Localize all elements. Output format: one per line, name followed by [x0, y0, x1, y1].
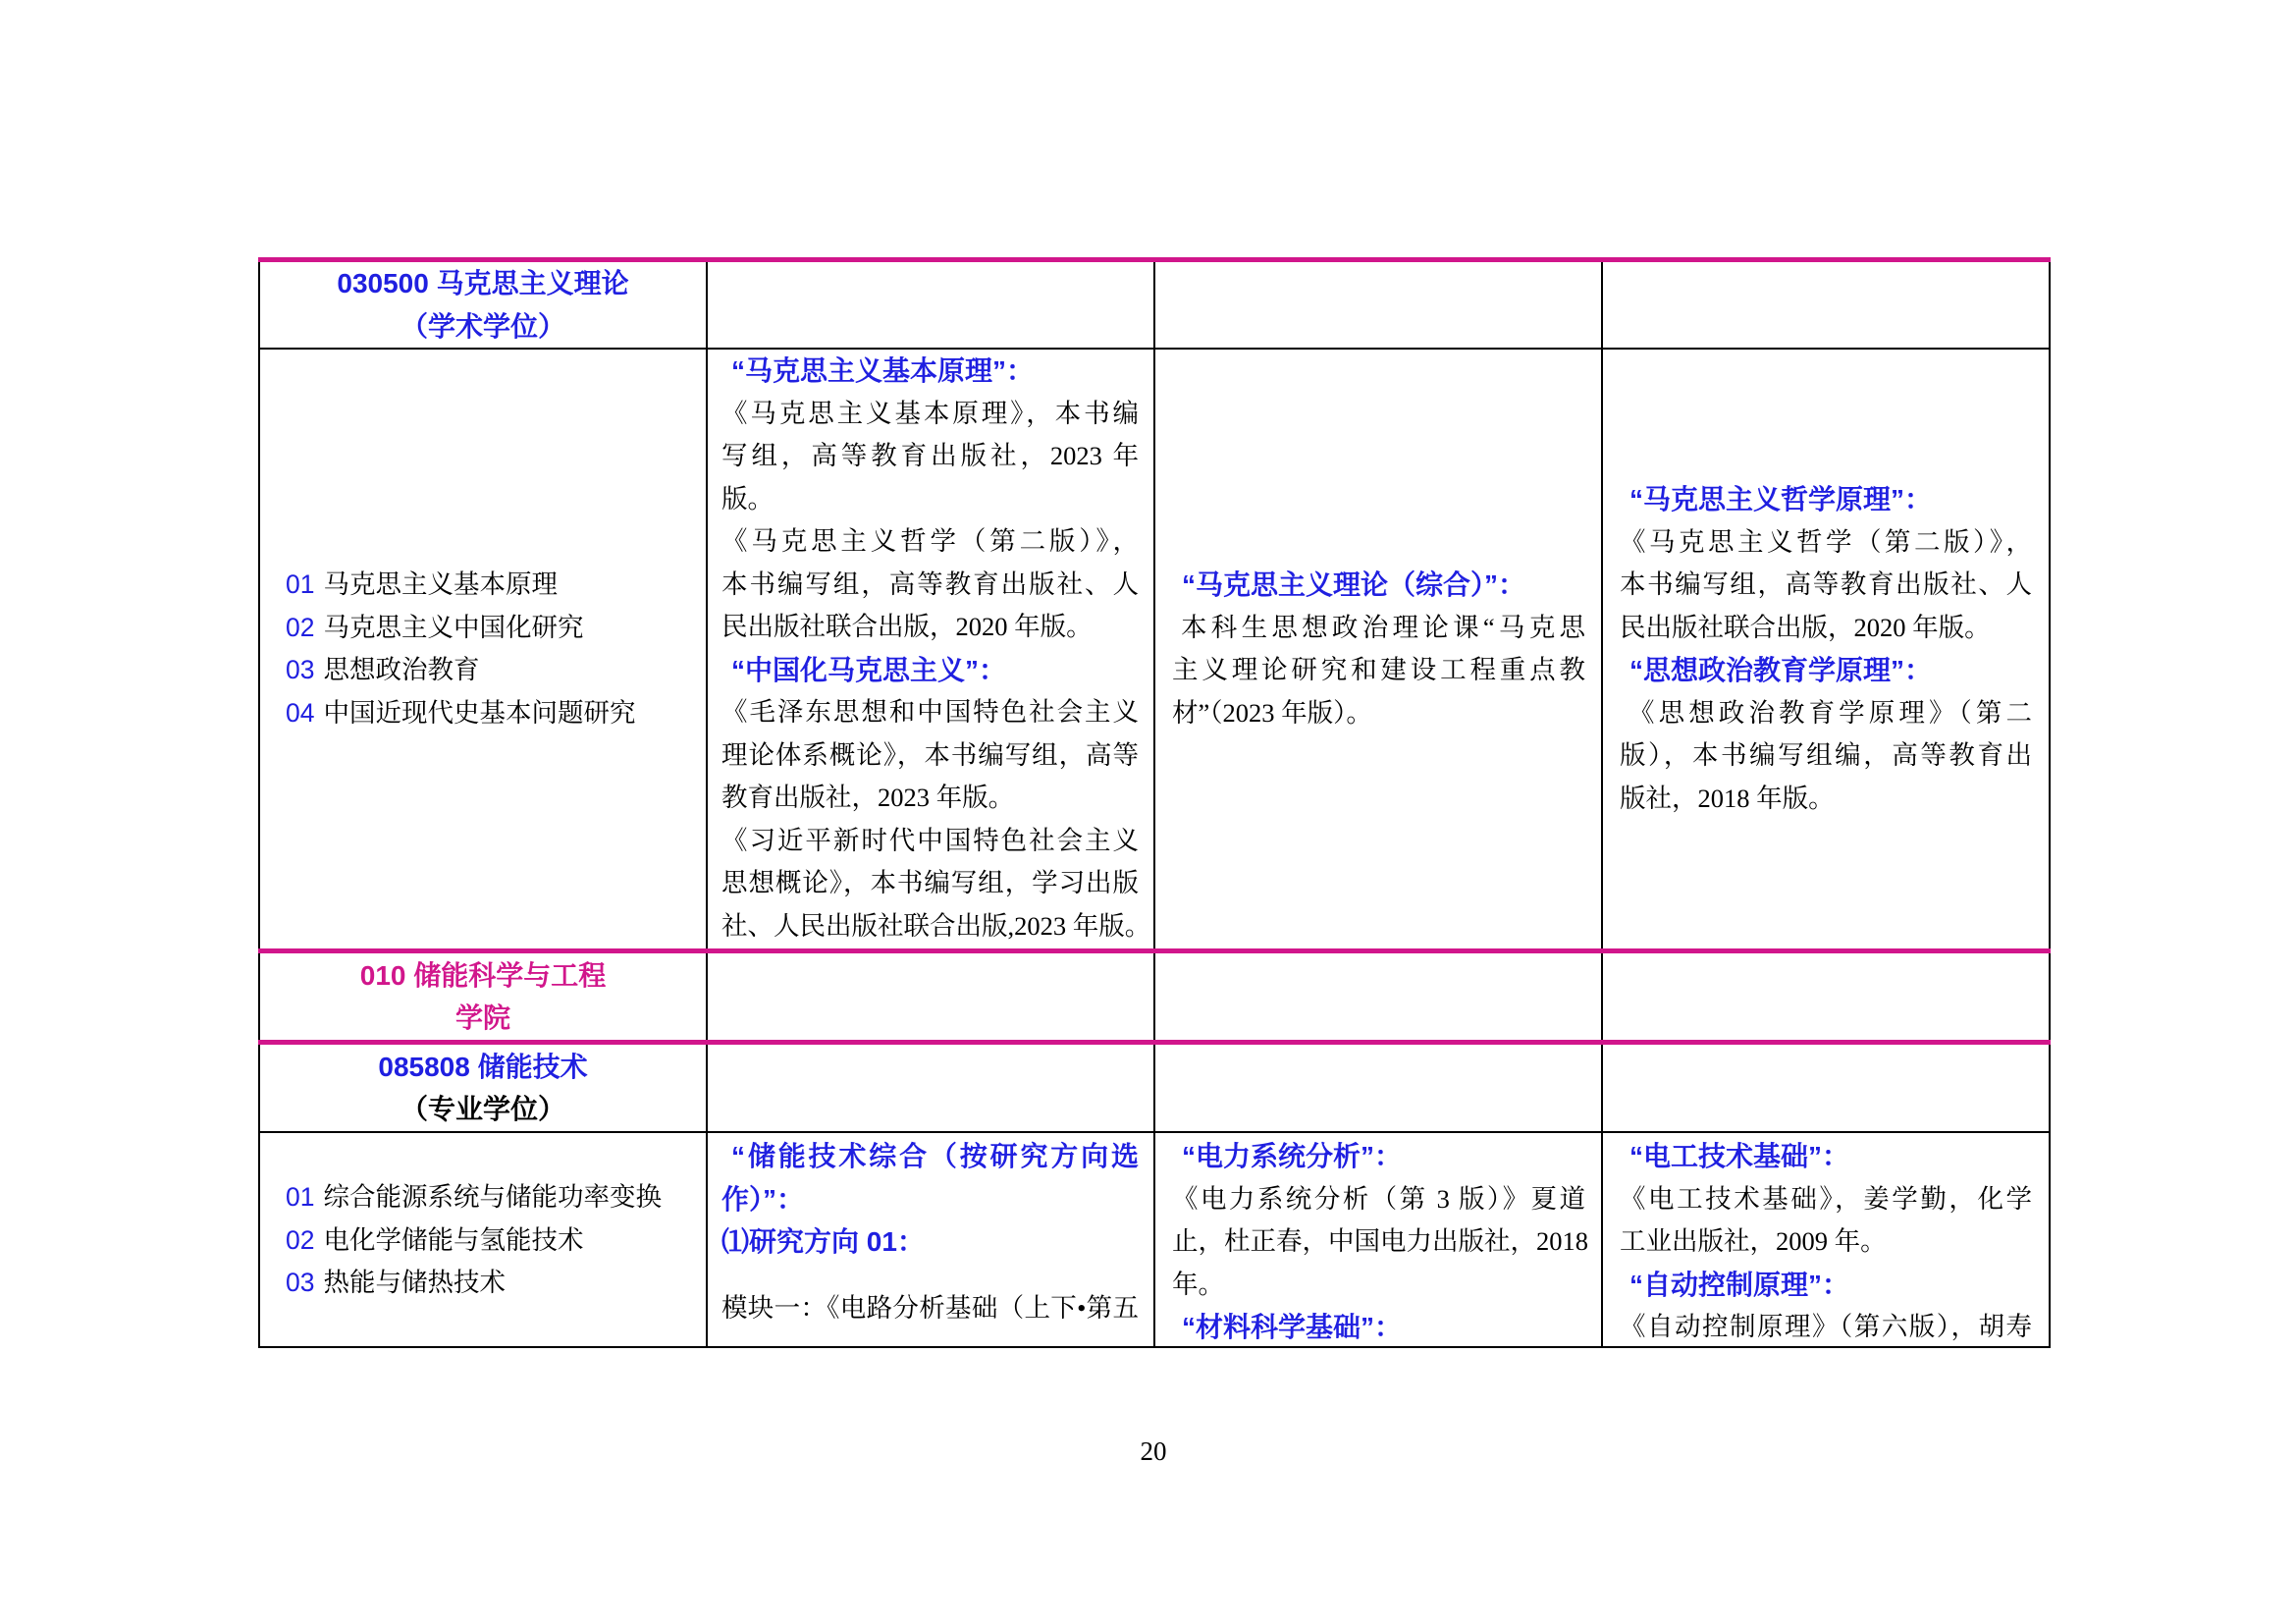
retest-subject-references-cell — [1603, 1133, 2049, 1346]
row-divider — [258, 348, 2051, 350]
reference-line: 《马克思主义基本原理》，本书编 — [721, 398, 1139, 428]
direction-name: 马克思主义基本原理 — [323, 569, 558, 599]
degree-type: （专业学位） — [400, 1094, 565, 1124]
reference-line: 本科生思想政治理论课“马克思 — [1181, 612, 1585, 642]
subject-title-cont: 作）”： — [721, 1183, 805, 1215]
reference-line: 民出版社联合出版，2020 年版。 — [721, 612, 1093, 641]
direction-name: 电化学储能与氢能技术 — [323, 1224, 584, 1255]
reference-line: 止，杜正春，中国电力出版社，2018 — [1172, 1226, 1588, 1256]
column-divider — [1153, 257, 1155, 1348]
subject-title: “思想政治教育学原理”： — [1629, 655, 1933, 685]
reference-line: 模块一：《电路分析基础（上下•第五 — [721, 1292, 1139, 1323]
reference-line: 写组，高等教育出版社，2023 年 — [721, 441, 1139, 470]
direction-name: 思想政治教育 — [323, 655, 480, 684]
paragraph-spacer — [721, 1264, 1139, 1287]
reference-line: 主义理论研究和建设工程重点教 — [1172, 655, 1585, 684]
subject-title: “材料科学基础”： — [1182, 1312, 1403, 1342]
subject-title: “马克思主义理论（综合）”： — [1182, 569, 1526, 600]
subject-title: “自动控制原理”： — [1629, 1269, 1850, 1300]
program-header-cell — [260, 1045, 706, 1131]
table-border-left — [258, 257, 260, 1348]
direction-item — [286, 607, 706, 650]
direction-item — [286, 1176, 706, 1219]
section-divider-magenta — [258, 257, 2051, 262]
reference-line: 《马克思主义哲学（第二版）》， — [1620, 526, 2032, 557]
school-name: 010 储能科学与工程 — [359, 959, 607, 991]
direction-item — [286, 1262, 706, 1305]
table-border-bottom — [258, 1346, 2051, 1348]
direction-code: 01 — [286, 1182, 315, 1213]
research-directions-cell — [260, 350, 706, 948]
direction-code: 03 — [286, 1268, 315, 1298]
direction-name: 综合能源系统与储能功率变换 — [323, 1182, 662, 1213]
column-divider — [1601, 257, 1603, 1348]
degree-type: （学术学位） — [400, 310, 565, 342]
reference-line: 《毛泽东思想和中国特色社会主义 — [721, 697, 1139, 727]
research-direction-subtitle: ⑴研究方向 01： — [721, 1226, 925, 1257]
reference-line: 民出版社联合出版，2020 年版。 — [1620, 612, 1991, 642]
subject-title: “马克思主义基本原理”： — [731, 355, 1035, 386]
section-divider-magenta — [258, 1040, 2051, 1045]
section-divider-magenta — [258, 948, 2051, 953]
reference-line: 《电工技术基础》，姜学勤，化学 — [1620, 1183, 2032, 1214]
column-divider — [706, 257, 708, 1348]
reference-line: 教育出版社，2023 年版。 — [721, 783, 1015, 812]
subject-title: “电工技术基础”： — [1629, 1141, 1850, 1171]
reference-line: 本书编写组，高等教育出版社、人 — [1620, 569, 2032, 599]
subject-title: “马克思主义哲学原理”： — [1629, 484, 1933, 514]
direction-item — [286, 649, 706, 692]
reference-line: 《习近平新时代中国特色社会主义 — [721, 825, 1139, 855]
direction-code: 01 — [286, 569, 315, 599]
program-title: 030500 马克思主义理论 — [337, 268, 629, 298]
reference-line: 版。 — [721, 483, 774, 514]
direction-name: 马克思主义中国化研究 — [323, 612, 584, 642]
reference-line: 材”（2023 年版）。 — [1172, 697, 1372, 728]
reference-line: 《思想政治教育学原理》（第二 — [1629, 697, 2032, 728]
retest-subject-references-cell — [1603, 350, 2049, 948]
table-border-right — [2049, 257, 2051, 1348]
direction-name: 中国近现代史基本问题研究 — [323, 697, 636, 728]
exam-subject-references-cell — [708, 350, 1153, 948]
subject-title: “储能技术综合（按研究方向选 — [731, 1141, 1139, 1171]
reference-line: 工业出版社，2009 年。 — [1620, 1226, 1887, 1256]
exam-subject-references-cell — [1155, 350, 1601, 948]
reference-line: 《自动控制原理》（第六版），胡寿 — [1620, 1312, 2032, 1341]
reference-line: 版社，2018 年版。 — [1620, 783, 1835, 813]
exam-subject-references-cell — [708, 1133, 1153, 1346]
reference-line: 本书编写组，高等教育出版社、人 — [721, 568, 1139, 599]
reference-line: 理论体系概论》，本书编写组，高等 — [721, 739, 1139, 770]
exam-subject-references-cell — [1155, 1133, 1601, 1346]
subject-title: “电力系统分析”： — [1182, 1141, 1403, 1171]
research-directions-cell — [260, 1133, 706, 1346]
direction-item — [286, 1219, 706, 1263]
page-number: 20 — [1140, 1436, 1167, 1466]
direction-code: 02 — [286, 1224, 315, 1255]
reference-line: 思想概论》，本书编写组，学习出版 — [721, 868, 1139, 897]
direction-item — [286, 692, 706, 735]
program-title: 085808 储能技术 — [378, 1051, 588, 1082]
reference-line: 版），本书编写组编，高等教育出 — [1620, 740, 2032, 770]
direction-code: 02 — [286, 612, 315, 642]
row-divider — [258, 1131, 2051, 1133]
reference-line: 年。 — [1172, 1269, 1224, 1299]
direction-name: 热能与储热技术 — [323, 1268, 506, 1298]
reference-line: 社、人民出版社联合出版,2023 年版。 — [721, 910, 1151, 941]
reference-line: 《马克思主义哲学（第二版）》， — [721, 526, 1139, 556]
direction-code: 04 — [286, 697, 315, 728]
school-name-cont: 学院 — [454, 1002, 510, 1033]
direction-code: 03 — [286, 655, 315, 684]
subject-title: “中国化马克思主义”： — [731, 654, 1007, 685]
reference-line: 《电力系统分析（第 3 版）》夏道 — [1172, 1183, 1585, 1214]
program-header-cell — [260, 262, 706, 348]
school-header-cell — [260, 953, 706, 1040]
direction-item — [286, 564, 706, 607]
